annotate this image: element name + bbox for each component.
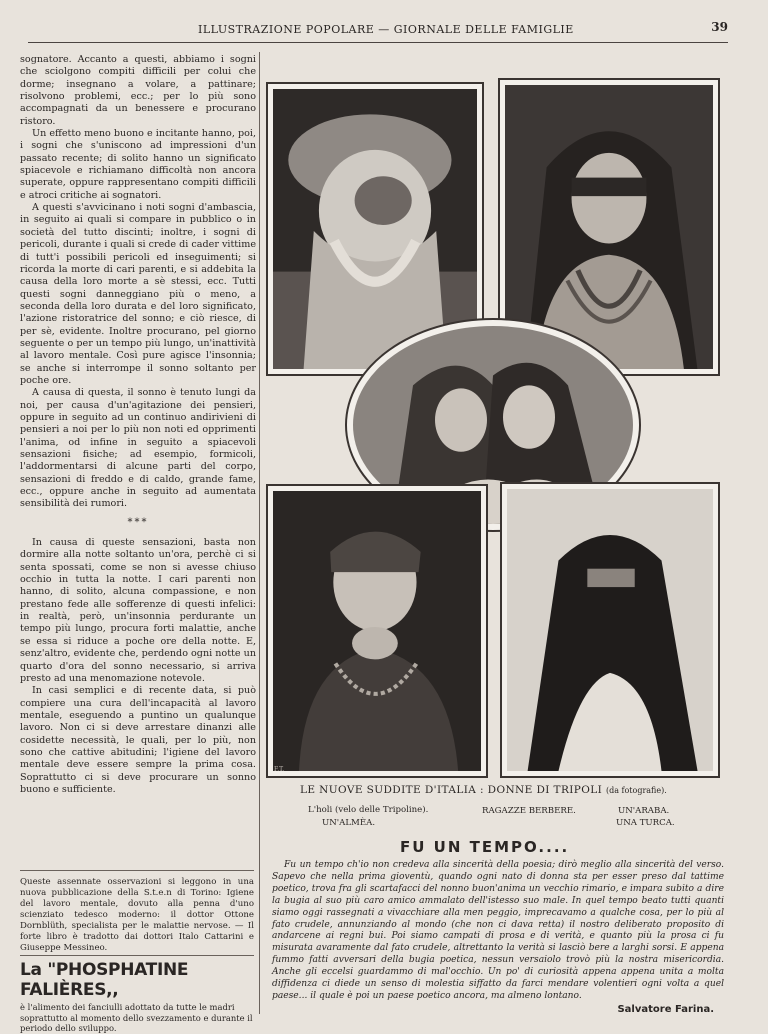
page-number: 39 [711,20,728,34]
article-paragraph: Fu un tempo ch'io non credeva alla sincerità della poesia; dirò meglio alla sincerità del verso. Sapevo che nella prima gioventù, quando ogni nato di donna sta per esser preso dal tattime poetico, trova fra gli scartafacci del nonno buon'anima un vecchio rimario, e impara subito a dire la bugia al suo più caro amico ammalato dell'istesso suo male. In quel tempo beato tutti quanti siamo oggi rassegnati a vivacchiare alla men peggio, imprecavamo a qualche cosa, per lo più al fato crudele, annunziando al mondo (che non ci dava retta) il nostro deliberato proposito di andarcene ai regni bui. Poi siamo campati di prosa e di verità, e quanto più la prosa ci fu misurata avaramente dal fato crudele, altrettanto la verità si lasciò bere a larghi sorsi. E appena fummo fatti avversari della bugia poetica, nessun versaiolo trovò più la nostra misericordia. Anche gli eccelsi guardammo di mal'occhio. Un po' di curiosità appena appena unita a molta diffidenza ci diede un senso di molestia siffatto da farci mendare volentieri ogni volta a quel paese... il quale è poi un paese poetico ancora, ma almeno lontano. [272,860,724,1001]
ad-title: La "PHOSPHATINE FALIÈRES,, [20,960,189,1000]
photo-almea-image [273,491,481,771]
section-separator: *** [127,516,149,528]
article-body [272,860,724,1003]
photographer-mark: F.T. [274,766,285,773]
paragraph: Un effetto meno buono e incitante hanno, poi, i sogni che s'uniscono ad impressioni d'un passato recente; di solito hanno un significato spiacevole e richiamano difficoltà non ancora superate, oppure rappresentano compiti difficili e atroci critiche ai sognatori. [20,128,256,201]
advertisement [20,955,254,1034]
caption-arab: UN'ARABA. [618,806,670,816]
paragraph: In causa di queste sensazioni, basta non dormire alla notte soltanto un'ora, perchè ci si senta spossati, come se non si avesse chiuso occhio in tutta la notte. I cari parenti non hanno, di solito, alcuna compassione, e non prestano fede alle sofferenze di questi infelici: in realtà, però, un'insonnia perdurante un tempo più lungo, procura forti malattie, anche se essa si riduce a poche ore della notte. E, senz'altro, evidente che, perdendo ogni notte un quarto d'ora del sonno necessario, si arriva presto ad una menomazione notevole. [20,537,256,684]
caption-turkish: UNA TURCA. [616,818,675,828]
photo-veiled-turkish-woman [500,482,720,778]
caption-holi: L'holi (velo delle Tripoline). [308,805,429,815]
paragraph: A questi s'avvicinano i noti sogni d'ambascia, in seguito ai quali si compare in pubblico o in società del tutto discinti; inoltre, i sogni di pericoli, durante i quali si crede di cader vittime di tutt'i possibili pericoli ed inseguimenti; si ricorda la morte di cari parenti, e si addebita la causa della loro morte a sè stessi, ecc. Tutti questi sogni danneggiano più o meno, a seconda della loro durata e del loro significato, l'azione ristoratrice del sonno; e ciò riesce, di per sè, evidente. Inoltre procurano, pel giorno seguente o per un tempo più lungo, un'inattività al lavoro mentale. Così pure agisce l'insonnia; se anche si interrompe il sonno soltanto per poche ore. [20,202,256,386]
running-title: ILLUSTRAZIONE POPOLARE — GIORNALE DELLE FAMIGLIE [198,23,574,36]
photo-almea [266,484,488,778]
left-column-text [20,54,256,796]
paragraph: A causa di questa, il sonno è tenuto lungi da noi, per causa d'un'agitazione dei pensieri, oppure in seguito ad un continuo andirivieni di pensieri a noi per lo più non noti ed opprimenti l'anima, od infine in seguito a spiacevoli sensazioni fisiche; ad esempio, formicoli, l'addormentarsi di alcune parti del corpo, sensazioni di freddo e di caldo, grande fame, ecc., oppure anche in seguito ad aumentata sensibilità dei rumori. [20,387,256,510]
caption-almea: UN'ALMÈA. [322,818,376,828]
photo-veiled-turkish-woman-image [507,489,713,771]
article-signature: Salvatore Farina. [617,1004,714,1015]
ad-text: è l'alimento dei fanciulli adottato da tutte le madri soprattutto al momento dello svezzamento e durante il periodo dello sviluppo. [20,1002,253,1033]
caption-berber-girls: RAGAZZE BERBERE. [482,806,576,816]
main-caption-text: LE NUOVE SUDDITE D'ITALIA : DONNE DI TRIPOLI [300,784,603,796]
column-divider [259,52,260,1014]
caption-note: (da fotografie). [605,786,667,795]
photo-main-caption [300,784,720,796]
paragraph: In casi semplici e di recente data, si può compiere una cura dell'incapacità al lavoro mentale, eseguendo a puntino un qualunque lavoro. Non ci si deve arrestare dinanzi alle cosidette necessità, le quali, per lo più, non sono che cattive abitudini; l'igiene del lavoro mentale deve essere sempre la prima cosa. Soprattutto ci si deve procurare un sonno buono e sufficiente. [20,685,256,795]
running-head [28,18,728,43]
paragraph: sognatore. Accanto a questi, abbiamo i sogni che sciolgono compiti difficili per colui che dorme; insegnano a volare, a pattinare; risolvono problemi, ecc.; per lo più sono accompagnati da un benessere e procurano ristoro. [20,54,256,127]
article-headline: FU UN TEMPO.... [400,838,570,856]
publication-notice: Queste assennate osservazioni si leggono in una nuova pubblicazione della S.t.e.n di Torino: Igiene del lavoro mentale, dovuto alla penna d'uno scienziato tedesco moderno: il dottor Ottone Dornblüth, specialista per le malattie nervose. — Il forte libro è tradotto dai dottori Italo Cattarini e Giuseppe Messineo. [20,870,254,954]
